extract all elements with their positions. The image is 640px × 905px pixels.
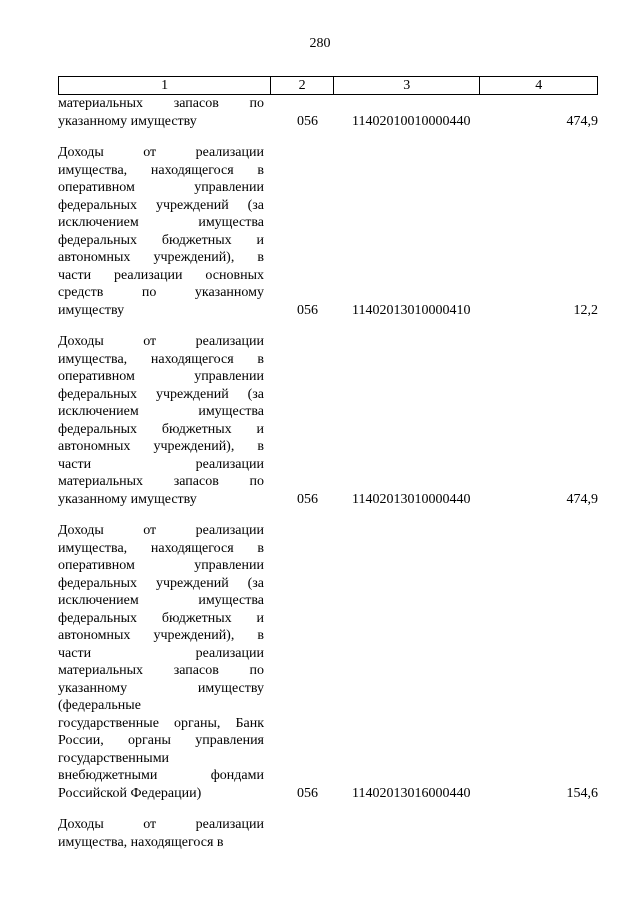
- description-line: федеральных бюджетных и: [58, 421, 264, 437]
- description-line: государственными: [58, 750, 170, 766]
- description-line: федеральных учреждений (за: [58, 575, 264, 591]
- description-line: России, органы управления: [58, 733, 264, 748]
- table-header: [58, 76, 598, 95]
- column-header-3: 3: [333, 77, 479, 94]
- description-line: Доходы от реализации: [58, 145, 264, 160]
- description-line: государственные органы, Банк: [58, 715, 264, 731]
- row-description: [58, 95, 264, 130]
- table-row: [58, 95, 598, 130]
- row-admin-code: 056: [297, 491, 318, 507]
- page-number: 280: [309, 36, 331, 51]
- description-line: федеральных учреждений (за: [58, 386, 264, 402]
- table-row: [58, 144, 598, 319]
- description-line: внебюджетными фондами: [58, 768, 264, 783]
- description-line: автономных учреждений), в: [58, 628, 264, 643]
- row-description: [58, 333, 264, 508]
- description-line: имуществу: [58, 302, 125, 318]
- column-header-1: 1: [161, 77, 169, 93]
- description-line: материальных запасов по: [58, 663, 264, 678]
- row-admin-code: 056: [297, 785, 318, 801]
- description-line: федеральных бюджетных и: [58, 232, 264, 248]
- description-line: имущества, находящегося в: [58, 351, 264, 367]
- column-header-4: 4: [479, 77, 597, 94]
- description-line: материальных запасов по: [58, 96, 264, 111]
- description-line: указанному имуществу: [58, 491, 197, 507]
- row-amount: 154,6: [566, 785, 598, 801]
- description-line: материальных запасов по: [58, 474, 264, 489]
- row-classification-code: 11402013016000440: [352, 785, 471, 801]
- description-line: Доходы от реализации: [58, 817, 264, 832]
- description-line: исключением имущества: [58, 215, 264, 230]
- description-line: исключением имущества: [58, 404, 264, 419]
- row-amount: 474,9: [566, 491, 598, 507]
- row-description: [58, 816, 264, 851]
- description-line: автономных учреждений), в: [58, 250, 264, 265]
- description-line: оперативном управлении: [58, 558, 264, 573]
- description-line: (федеральные: [58, 698, 141, 713]
- description-line: оперативном управлении: [58, 180, 264, 195]
- description-line: имущества, находящегося в: [58, 834, 224, 850]
- description-line: Доходы от реализации: [58, 334, 264, 349]
- description-line: автономных учреждений), в: [58, 439, 264, 454]
- row-description: [58, 144, 264, 319]
- description-line: указанному имуществу: [58, 680, 264, 696]
- description-line: Доходы от реализации: [58, 523, 264, 538]
- description-line: указанному имуществу: [58, 113, 197, 129]
- table-row: [58, 522, 598, 802]
- row-amount: 474,9: [566, 113, 598, 129]
- description-line: Российской Федерации): [58, 785, 202, 801]
- row-classification-code: 11402010010000440: [352, 113, 471, 129]
- description-line: федеральных учреждений (за: [58, 197, 264, 213]
- description-line: федеральных бюджетных и: [58, 610, 264, 626]
- description-line: части реализации основных: [58, 267, 264, 283]
- description-line: имущества, находящегося в: [58, 162, 264, 178]
- row-classification-code: 11402013010000440: [352, 491, 471, 507]
- column-header-2: 2: [270, 77, 333, 94]
- table-row: [58, 816, 598, 851]
- description-line: части реализации: [58, 645, 264, 661]
- description-line: части реализации: [58, 456, 264, 472]
- description-line: оперативном управлении: [58, 369, 264, 384]
- row-admin-code: 056: [297, 302, 318, 318]
- row-amount: 12,2: [573, 302, 598, 318]
- row-classification-code: 11402013010000410: [352, 302, 471, 318]
- description-line: исключением имущества: [58, 593, 264, 608]
- table-body: [58, 95, 598, 851]
- row-description: [58, 522, 264, 802]
- table-row: [58, 333, 598, 508]
- description-line: имущества, находящегося в: [58, 540, 264, 556]
- description-line: средств по указанному: [58, 285, 264, 300]
- row-admin-code: 056: [297, 113, 318, 129]
